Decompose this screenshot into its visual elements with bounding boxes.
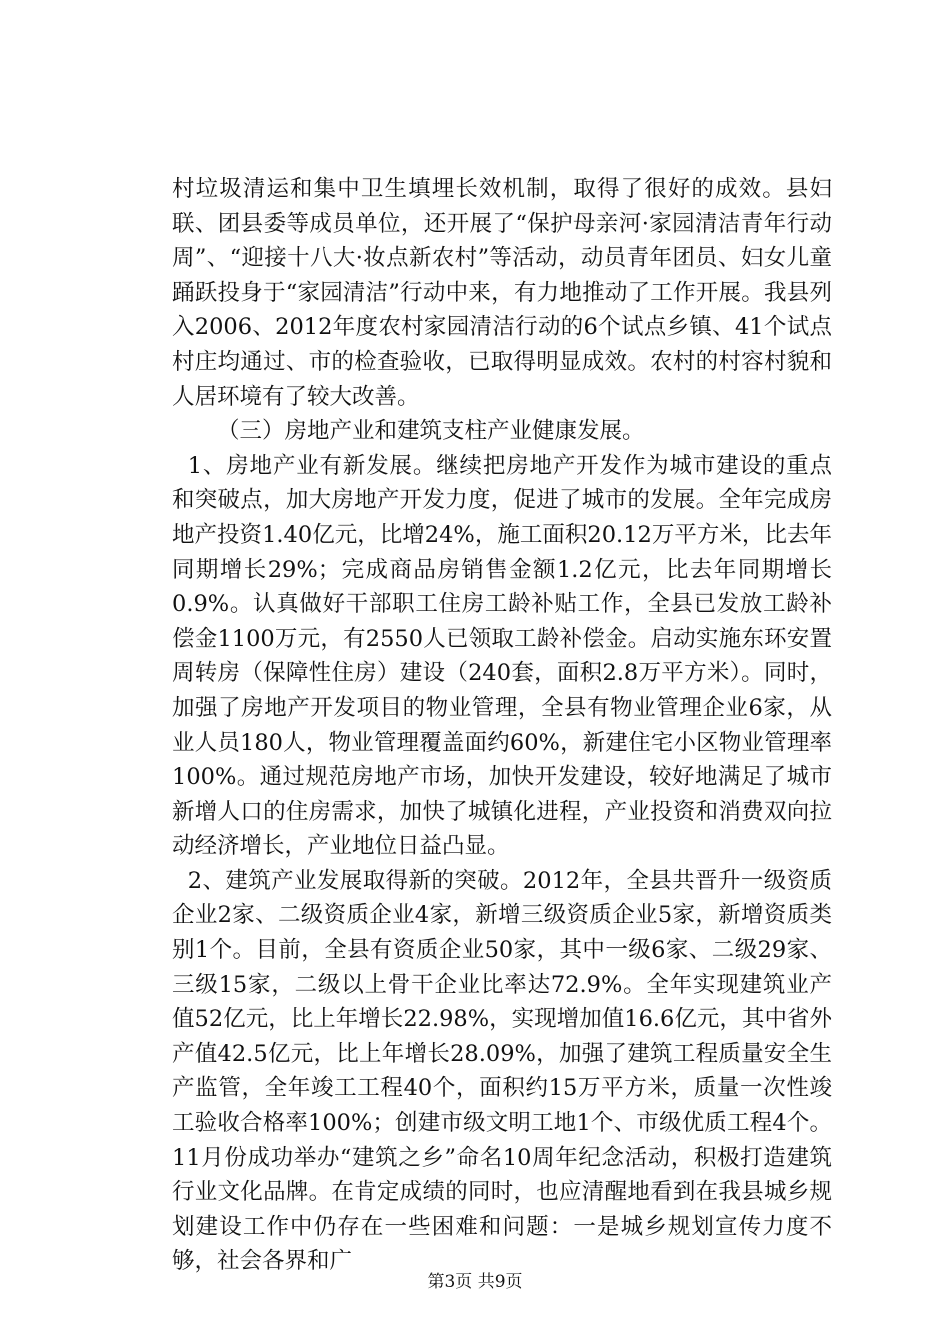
paragraph-real-estate: 1、房地产业有新发展。继续把房地产开发作为城市建设的重点和突破点，加大房地产开发力度，促进了城市的发展。全年完成房地产投资1.40亿元，比增24%，施工面积20.12万平方米，比去年同期增长29%；完成商品房销售金额1.2亿元，比去年同期增长0.9%。认真做好干部职工住房工龄补贴工作，全县已发放工龄补偿金1100万元，有2550人已领取工龄补偿金。启动实施东环安置周转房（保障性住房）建设（240套，面积2.8万平方米）。同时，加强了房地产开发项目的物业管理，全县有物业管理企业6家，从业人员180人，物业管理覆盖面约60%，新建住宅小区物业管理率100%。通过规范房地产市场，加快开发建设，较好地满足了城市新增人口的住房需求，加快了城镇化进程，产业投资和消费双向拉动经济增长，产业地位日益凸显。 [172, 452, 832, 860]
page-footer: 第3页 共9页 [427, 1272, 523, 1292]
section-heading-real-estate: （三）房地产业和建筑支柱产业健康发展。 [217, 418, 645, 445]
document-body [172, 172, 832, 1279]
paragraph-construction: 2、建筑产业发展取得新的突破。2012年，全县共晋升一级资质企业2家、二级资质企业4家，新增三级资质企业5家，新增资质类别1个。目前，全县有资质企业50家，其中一级6家、二级29家、三级15家，二级以上骨干企业比率达72.9%。全年实现建筑业产值52亿元，比上年增长22.98%，实现增加值16.6亿元，其中省外产值42.5亿元，比上年增长28.09%，加强了建筑工程质量安全生产监管，全年竣工工程40个，面积约15万平方米，质量一次性竣工验收合格率100%；创建市级文明工地1个、市级优质工程4个。11月份成功举办“建筑之乡”命名10周年纪念活动，积极打造建筑行业文化品牌。在肯定成绩的同时，也应清醒地看到在我县城乡规划建设工作中仍存在一些困难和问题：一是城乡规划宣传力度不够，社会各界和广 [172, 867, 832, 1275]
paragraph-sanitation: 村垃圾清运和集中卫生填埋长效机制，取得了很好的成效。县妇联、团县委等成员单位，还开展了“保护母亲河·家园清洁青年行动周”、“迎接十八大·妆点新农村”等活动，动员青年团员、妇女儿童踊跃投身于“家园清洁”行动中来，有力地推动了工作开展。我县列入2006、2012年度农村家园清洁行动的6个试点乡镇、41个试点村庄均通过、市的检查验收，已取得明显成效。农村的村容村貌和人居环境有了较大改善。 [172, 176, 832, 410]
